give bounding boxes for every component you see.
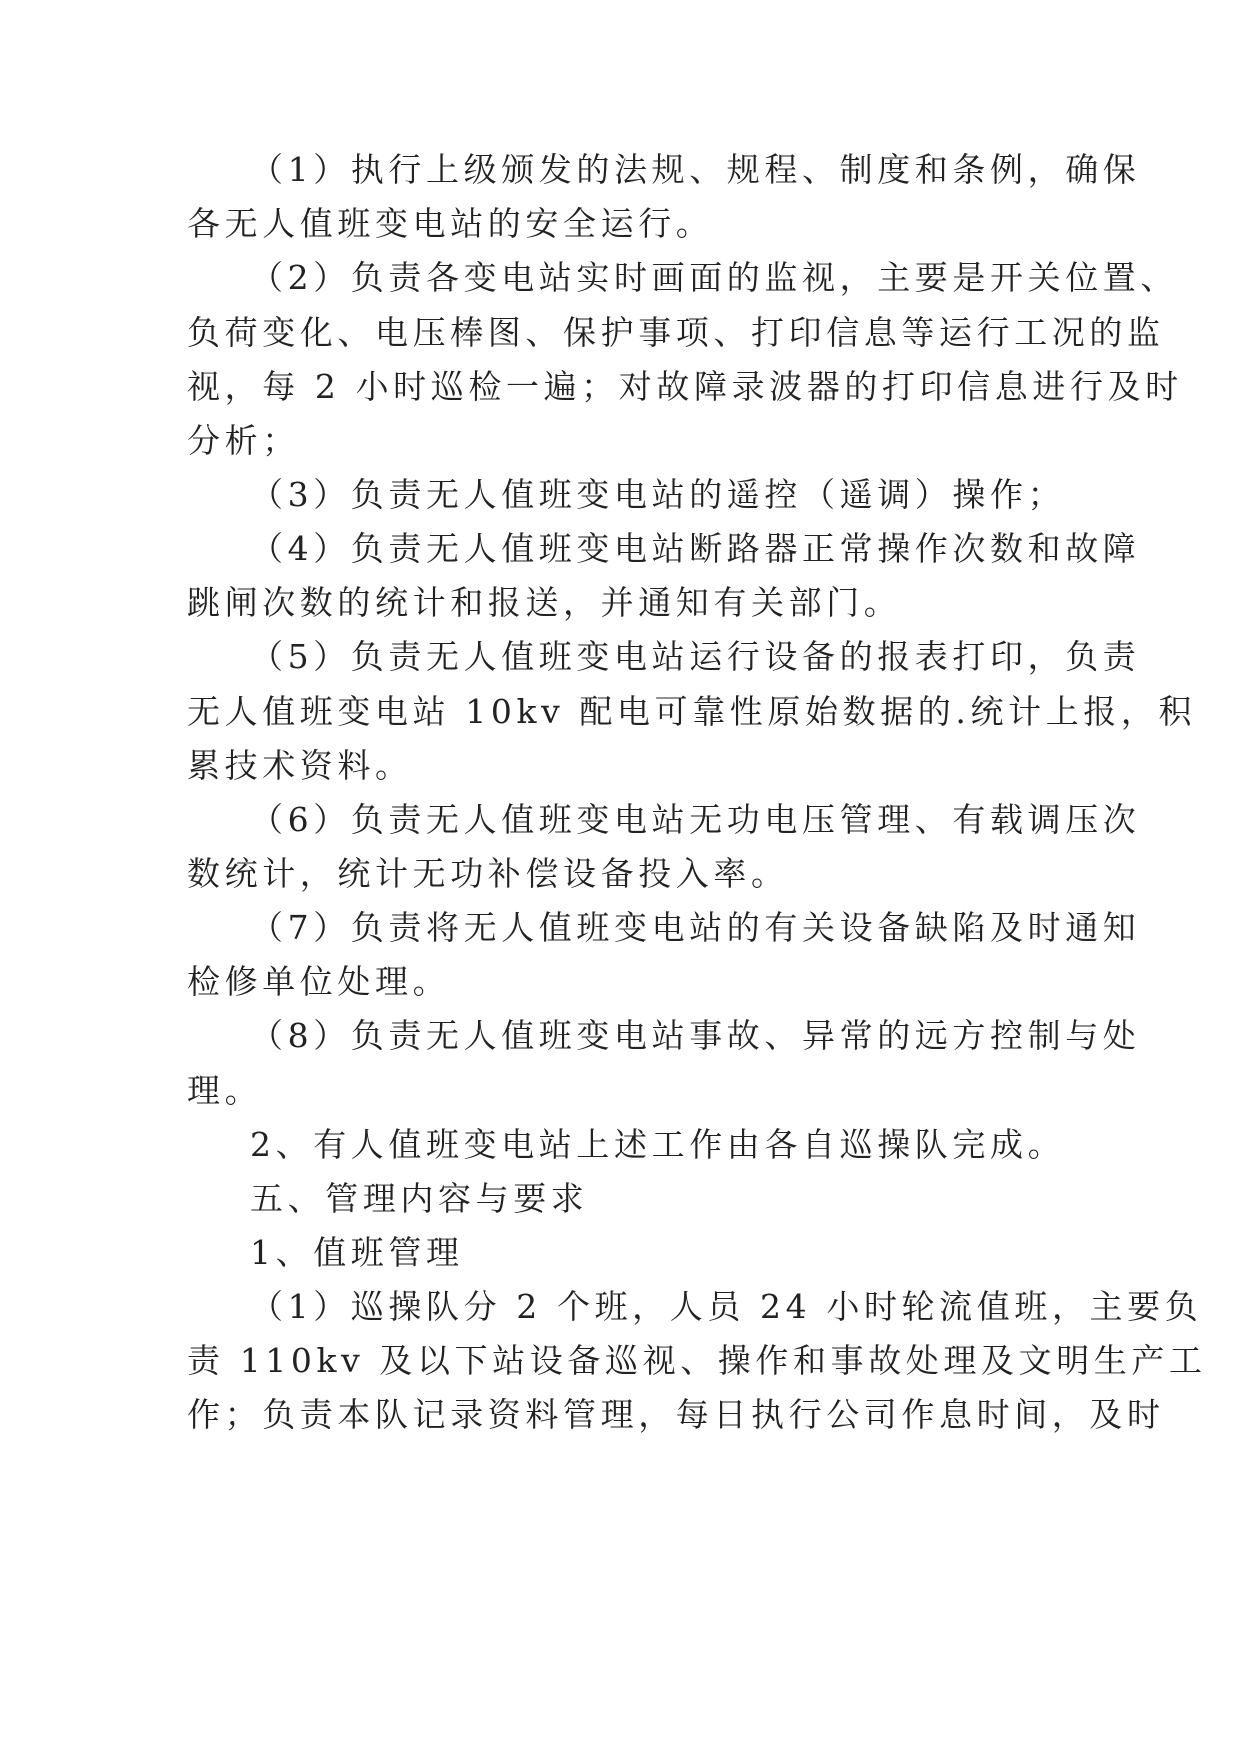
- paragraph-line: （1）执行上级颁发的法规、规程、制度和条例，确保: [250, 150, 1141, 189]
- paragraph-line: 作；负责本队记录资料管理，每日执行公司作息时间，及时: [187, 1395, 1165, 1434]
- paragraph-line: （5）负责无人值班变电站运行设备的报表打印，负责: [250, 637, 1141, 676]
- paragraph-line: 责 110kv 及以下站设备巡视、操作和事故处理及文明生产工: [187, 1341, 1207, 1380]
- subsection-heading: 1、值班管理: [250, 1233, 464, 1272]
- paragraph-line: 分析；: [187, 421, 300, 460]
- paragraph-line: （2）负责各变电站实时画面的监视，主要是开关位置、: [250, 258, 1178, 297]
- paragraph-line: 跳闸次数的统计和报送，并通知有关部门。: [187, 583, 902, 622]
- paragraph-line: 各无人值班变电站的安全运行。: [187, 204, 714, 243]
- paragraph-line: 检修单位处理。: [187, 962, 451, 1001]
- paragraph-line: 数统计，统计无功补偿设备投入率。: [187, 854, 789, 893]
- paragraph-line: 视，每 2 小时巡检一遍；对故障录波器的打印信息进行及时: [187, 367, 1183, 406]
- paragraph-line: （8）负责无人值班变电站事故、异常的远方控制与处: [250, 1016, 1141, 1055]
- paragraph-line: （4）负责无人值班变电站断路器正常操作次数和故障: [250, 529, 1141, 568]
- section-heading: 五、管理内容与要求: [250, 1179, 589, 1218]
- paragraph-line: （1）巡操队分 2 个班，人员 24 小时轮流值班，主要负: [250, 1287, 1203, 1326]
- paragraph-line: 2、有人值班变电站上述工作由各自巡操队完成。: [250, 1125, 1066, 1164]
- paragraph-line: 负荷变化、电压棒图、保护事项、打印信息等运行工况的监: [187, 313, 1165, 352]
- paragraph-line: 理。: [187, 1071, 263, 1110]
- paragraph-line: （7）负责将无人值班变电站的有关设备缺陷及时通知: [250, 908, 1141, 947]
- paragraph-line: （6）负责无人值班变电站无功电压管理、有载调压次: [250, 800, 1141, 839]
- paragraph-line: 无人值班变电站 10kv 配电可靠性原始数据的.统计上报，积: [187, 692, 1197, 731]
- paragraph-line: （3）负责无人值班变电站的遥控（遥调）操作；: [250, 475, 1066, 514]
- paragraph-line: 累技术资料。: [187, 746, 413, 785]
